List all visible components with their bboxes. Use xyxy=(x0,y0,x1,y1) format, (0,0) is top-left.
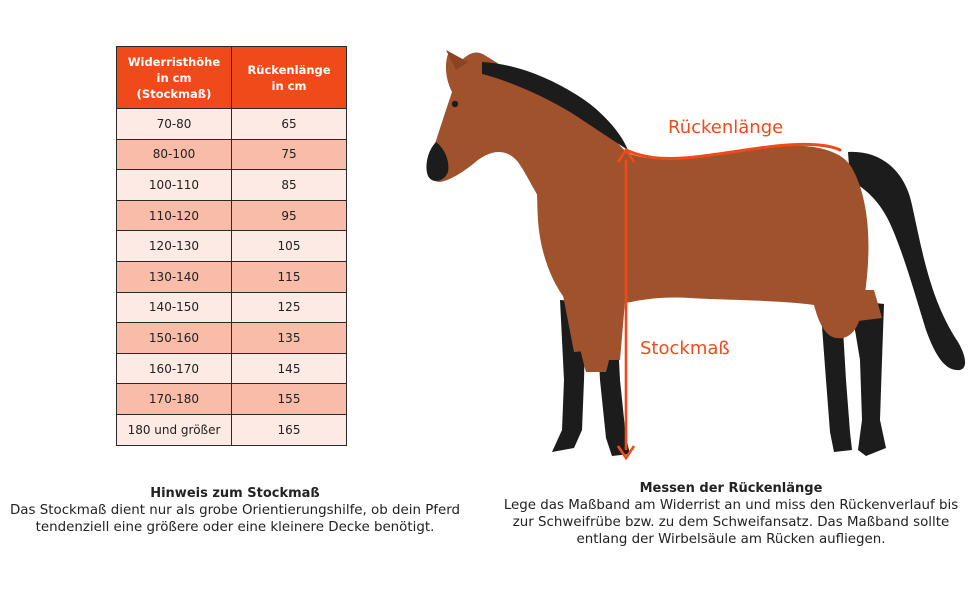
note-line: zur Schweifrübe bzw. zu dem Schweifansatz. Das Maßband sollte xyxy=(512,515,950,530)
withers-height-cell: 70-80 xyxy=(117,109,232,140)
table-row xyxy=(117,200,347,231)
withers-height-cell: 120-130 xyxy=(117,231,232,262)
back-length-cell: 95 xyxy=(232,200,347,231)
withers-height-cell: 80-100 xyxy=(117,139,232,170)
table-row xyxy=(117,139,347,170)
withers-height-label: Stockmaß xyxy=(640,338,730,359)
back-length-cell: 145 xyxy=(232,353,347,384)
note-line: Lege das Maßband am Widerrist an und miss den Rückenverlauf bis xyxy=(503,498,959,513)
table-row xyxy=(117,384,347,415)
back-length-cell: 125 xyxy=(232,292,347,323)
note-line: entlang der Wirbelsäule am Rücken aufliegen. xyxy=(576,532,886,547)
withers-height-cell: 110-120 xyxy=(117,200,232,231)
table-row xyxy=(117,414,347,445)
header-back-length: Rückenlänge in cm xyxy=(232,47,347,109)
withers-height-cell: 180 und größer xyxy=(117,414,232,445)
withers-height-cell: 130-140 xyxy=(117,261,232,292)
withers-height-cell: 140-150 xyxy=(117,292,232,323)
back-length-cell: 155 xyxy=(232,384,347,415)
table-row xyxy=(117,353,347,384)
back-length-cell: 165 xyxy=(232,414,347,445)
back-length-cell: 105 xyxy=(232,231,347,262)
back-length-cell: 75 xyxy=(232,139,347,170)
note-title: Hinweis zum Stockmaß xyxy=(150,486,320,501)
table-row xyxy=(117,170,347,201)
back-length-cell: 115 xyxy=(232,261,347,292)
note-line: tendenziell eine größere oder eine kleinere Decke benötigt. xyxy=(35,520,435,535)
withers-height-cell: 160-170 xyxy=(117,353,232,384)
back-length-cell: 135 xyxy=(232,323,347,354)
withers-height-cell: 170-180 xyxy=(117,384,232,415)
back-length-note xyxy=(492,480,970,548)
table-row xyxy=(117,292,347,323)
withers-height-cell: 100-110 xyxy=(117,170,232,201)
header-withers-height: Widerristhöhe in cm (Stockmaß) xyxy=(117,47,232,109)
note-line: Das Stockmaß dient nur als grobe Orientierungshilfe, ob dein Pferd xyxy=(10,503,460,518)
withers-height-note xyxy=(0,485,470,536)
table-row xyxy=(117,323,347,354)
horse-illustration xyxy=(420,40,970,470)
table-row xyxy=(117,261,347,292)
back-length-label: Rückenlänge xyxy=(668,117,784,138)
table-row xyxy=(117,231,347,262)
note-title: Messen der Rückenlänge xyxy=(639,481,823,496)
table-header-row xyxy=(117,47,347,109)
back-length-cell: 65 xyxy=(232,109,347,140)
back-length-cell: 85 xyxy=(232,170,347,201)
table-row xyxy=(117,109,347,140)
size-chart-table xyxy=(116,46,347,446)
horse-eye xyxy=(452,101,458,107)
withers-height-cell: 150-160 xyxy=(117,323,232,354)
